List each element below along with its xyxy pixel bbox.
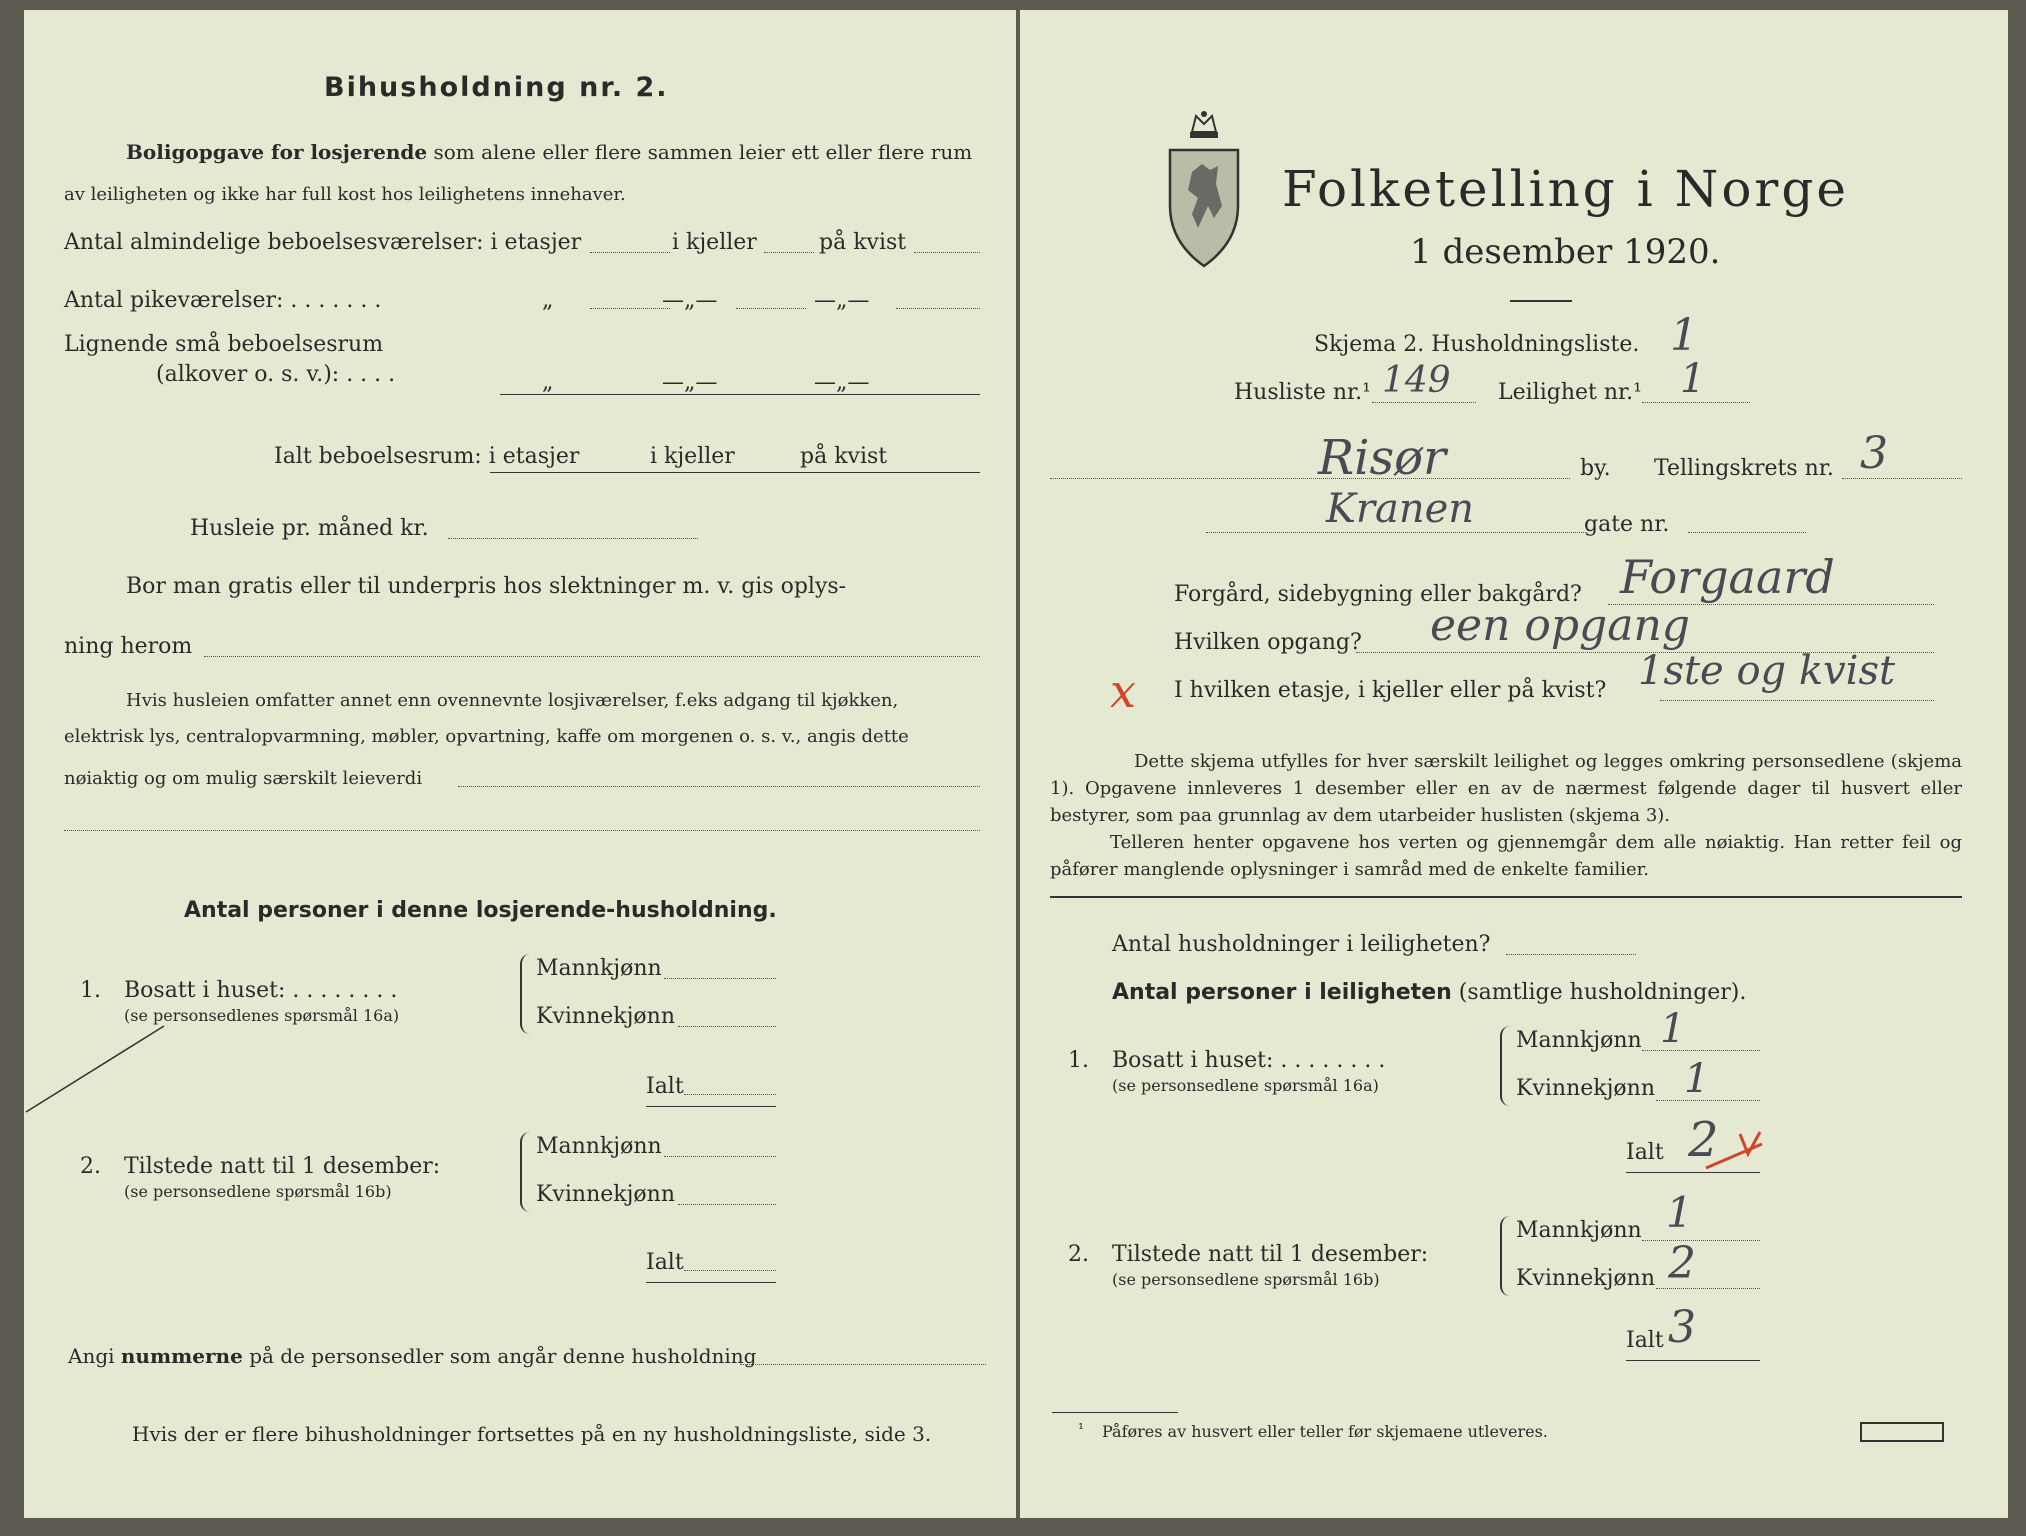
includes-line-2: elektrisk lys, centralopvarmning, møbler, opvartning, kaffe om morgenen o. s. v., angis dette [64,726,909,747]
left-q1-male: Mannkjønn [536,956,662,981]
right-q1-female-value: 1 [1684,1056,1710,1102]
rooms-attic-line[interactable] [914,252,980,253]
right-q2-female-line[interactable] [1656,1288,1760,1289]
city-label: by. [1580,456,1611,481]
alcoves-ditto-1: „ [542,370,554,395]
right-q1-total-value: 2 [1688,1112,1719,1168]
total-cellar-label: i kjeller [650,444,735,469]
right-q1-num: 1. [1068,1048,1089,1073]
apartment-label: Leilighet nr.¹ [1498,380,1642,405]
instr-line-4: Telleren henter opgavene hos verten og gjennemgår dem alle nøiaktig. Han retter [1110,832,1894,853]
footnote-mark: ¹ [1078,1420,1085,1438]
instructions-paragraph-1 [1050,748,1962,829]
apartment-line[interactable] [1642,402,1750,403]
rooms-attic-label: på kvist [819,230,907,255]
right-q1-female-line[interactable] [1656,1100,1760,1101]
instr-line-1: Dette skjema utfylles for hver særskilt leilighet og legges omkring personsedlene [1134,751,1885,772]
title-divider [1510,300,1572,302]
street-number-line[interactable] [1688,532,1806,533]
district-line[interactable] [1842,478,1962,479]
instr-line-3: husvert eller bestyrer, som paa grunnlag av dem utarbeider huslisten (skjema 3). [1050,778,1962,826]
alcoves-line[interactable] [500,394,980,395]
pencil-stroke [24,1020,174,1120]
alcoves-ditto-2: —„— [662,370,718,395]
free-line-2: ning herom [64,634,193,659]
schema-value: 1 [1670,310,1698,361]
left-q2-total-underline [646,1282,776,1283]
free-line[interactable] [204,656,980,657]
entrance-label: Hvilken opgang? [1174,630,1362,655]
households-line[interactable] [1506,954,1636,955]
persons-rest: (samtlige husholdninger). [1458,980,1747,1005]
left-q2-num: 2. [80,1154,101,1179]
floor-value: 1ste og kvist [1638,648,1896,694]
right-q1-male: Mannkjønn [1516,1028,1642,1053]
left-q1-brace [520,954,530,1034]
floor-label: I hvilken etasje, i kjeller eller på kvist? [1174,678,1607,703]
house-list-line[interactable] [1372,402,1476,403]
floor-line[interactable] [1660,700,1934,701]
free-line-1: Bor man gratis eller til underpris hos slektninger m. v. gis oplys- [126,574,847,599]
rent-line[interactable] [448,538,698,539]
house-list-value: 149 [1382,360,1451,401]
maid-rooms-label: Antal pikeværelser: . . . . . . . [64,288,382,313]
rooms-cellar-label: i kjeller [672,230,757,255]
numbers-pre: Angi [68,1344,115,1368]
street-label: gate nr. [1584,512,1670,537]
rent-label: Husleie pr. måned kr. [190,516,429,541]
alcoves-ditto-3: —„— [814,370,870,395]
right-q2-brace [1500,1216,1510,1296]
right-q2-female-value: 2 [1668,1238,1696,1289]
city-value: Risør [1318,430,1446,486]
includes-line-3: nøiaktig og om mulig særskilt leieverdi [64,768,423,789]
intro-line-2: av leiligheten og ikke har full kost hos leilighetens innehaver. [64,184,626,205]
right-q1-female: Kvinnekjønn [1516,1076,1655,1101]
coat-of-arms-icon [1162,110,1246,268]
persons-heading-line [1112,980,1746,1005]
left-q1-male-line[interactable] [664,978,776,979]
red-correction-mark [1696,1126,1770,1178]
left-q2-brace [520,1132,530,1212]
census-title: Folketelling i Norge [1282,160,1849,218]
persons-bold: Antal personer i leiligheten [1112,980,1452,1005]
district-label: Tellingskrets nr. [1654,456,1834,481]
left-q2-sub: (se personsedlene spørsmål 16b) [124,1182,392,1201]
apartment-value: 1 [1680,356,1706,402]
maid-floors-line[interactable] [590,308,670,309]
right-q2-male: Mannkjønn [1516,1218,1642,1243]
yard-label: Forgård, sidebygning eller bakgård? [1174,582,1582,607]
footnote-rule [1052,1412,1178,1413]
right-q2-female: Kvinnekjønn [1516,1266,1655,1291]
left-q2-total: Ialt [646,1250,684,1275]
left-page [24,10,1016,1518]
numbers-line [68,1344,756,1368]
includes-line-1: Hvis husleien omfatter annet enn ovennevnte losjiværelser, f.eks adgang til kjøkken, [126,690,899,711]
printer-stamp [1860,1422,1944,1442]
left-q1-female: Kvinnekjønn [536,1004,675,1029]
rooms-floors-line[interactable] [590,252,670,253]
left-q2-label: Tilstede natt til 1 desember: [124,1154,441,1179]
district-value: 3 [1860,428,1888,479]
right-q1-total-underline [1626,1172,1760,1173]
intro-rest: som alene eller flere sammen leier ett eller flere rum [433,140,973,164]
left-q1-sub: (se personsedlenes spørsmål 16a) [124,1006,400,1025]
right-q1-label: Bosatt i huset: . . . . . . . . [1112,1048,1386,1073]
rooms-cellar-line[interactable] [764,252,814,253]
street-line[interactable] [1206,532,1586,533]
left-q1-total-underline [646,1106,776,1107]
schema-label: Skjema 2. Husholdningsliste. [1314,332,1640,357]
right-q2-male-value: 1 [1666,1188,1693,1237]
red-check-mark: x [1110,664,1136,718]
left-heading: Bihusholdning nr. 2. [324,72,669,103]
maid-ditto-2: —„— [662,288,718,313]
intro-bold: Boligopgave for losjerende [126,140,428,164]
left-q2-female: Kvinnekjønn [536,1182,675,1207]
left-q1-num: 1. [80,978,101,1003]
instr-line-5: feil og påfører manglende oplysninger i samråd med de enkelte familier. [1050,832,1962,880]
includes-line-extra[interactable] [64,830,980,831]
instructions-paragraph-2 [1050,829,1962,883]
footnote-text: Påføres av husvert eller teller før skjemaene utleveres. [1102,1422,1548,1441]
left-q2-male: Mannkjønn [536,1134,662,1159]
left-q2-male-line[interactable] [664,1156,776,1157]
numbers-bold: nummerne [120,1344,243,1368]
total-attic-label: på kvist [800,444,888,469]
yard-value: Forgaard [1620,550,1835,604]
left-q1-total: Ialt [646,1074,684,1099]
maid-ditto-1: „ [542,288,554,313]
includes-line[interactable] [458,786,980,787]
left-q1-total-line[interactable] [684,1094,776,1095]
right-q2-sub: (se personsedlene spørsmål 16b) [1112,1270,1380,1289]
right-q2-male-line[interactable] [1642,1240,1760,1241]
left-footer: Hvis der er flere bihusholdninger fortsettes på en ny husholdningsliste, side 3. [132,1422,932,1446]
maid-cellar-line[interactable] [736,308,806,309]
small-rooms-label: Lignende små beboelsesrum [64,332,384,357]
census-date: 1 desember 1920. [1410,232,1721,272]
intro-line-1 [126,140,972,164]
right-q2-total-underline [1626,1360,1760,1361]
right-q2-num: 2. [1068,1242,1089,1267]
house-list-label: Husliste nr.¹ [1234,380,1371,405]
right-q1-total: Ialt [1626,1140,1664,1165]
left-q2-female-line[interactable] [678,1204,776,1205]
left-q1-female-line[interactable] [678,1026,776,1027]
right-q2-total: Ialt [1626,1328,1664,1353]
alcoves-label: (alkover o. s. v.): . . . . [156,362,396,387]
right-q1-male-line[interactable] [1642,1050,1760,1051]
instructions-divider [1050,896,1962,898]
city-line[interactable] [1050,478,1570,479]
right-q1-sub: (se personsedlene spørsmål 16a) [1112,1076,1379,1095]
total-rooms-label: Ialt beboelsesrum: i etasjer [274,444,580,469]
right-q2-total-value: 3 [1668,1302,1696,1353]
maid-ditto-3: —„— [814,288,870,313]
total-rooms-line[interactable] [490,472,980,473]
left-q1-label: Bosatt i huset: . . . . . . . . [124,978,398,1003]
right-page [1020,10,2008,1518]
street-value: Kranen [1326,486,1475,532]
right-q1-brace [1500,1026,1510,1106]
households-label: Antal husholdninger i leiligheten? [1112,932,1491,957]
right-q2-label: Tilstede natt til 1 desember: [1112,1242,1429,1267]
maid-attic-line[interactable] [896,308,980,309]
left-q2-total-line[interactable] [684,1270,776,1271]
right-q1-male-value: 1 [1660,1006,1686,1052]
persons-heading: Antal personer i denne losjerende-husholdning. [184,898,777,923]
numbers-fill-line[interactable] [740,1364,986,1365]
numbers-post: på de personsedler som angår denne husholdning [249,1344,757,1368]
instr-line-2: (skjema 1). Opgavene innleveres 1 desember eller en av de nærmest følgende dager til [1050,751,1962,799]
rooms-label: Antal almindelige beboelsesværelser: i etasjer [64,230,582,255]
entrance-value: een opgang [1430,600,1690,651]
